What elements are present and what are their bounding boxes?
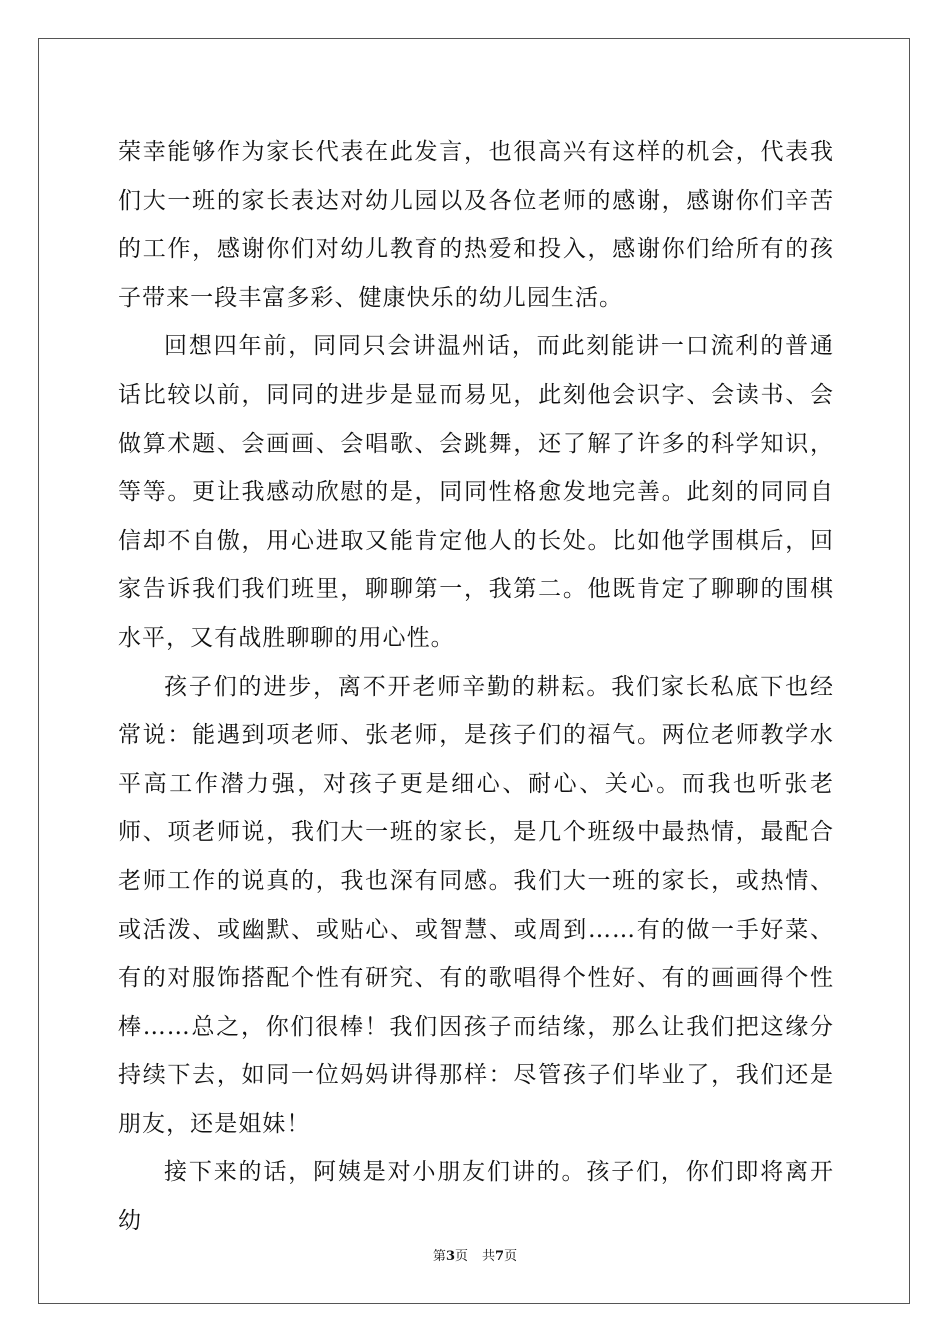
paragraph-4: 接下来的话，阿姨是对小朋友们讲的。孩子们，你们即将离开幼 <box>118 1159 834 1235</box>
total-label-suffix: 页 <box>504 1249 518 1264</box>
paragraph-1: 荣幸能够作为家长代表在此发言，也很高兴有这样的机会，代表我们大一班的家长表达对幼儿园以及各位老师的感谢，感谢你们辛苦的工作，感谢你们对幼儿教育的热爱和投入，感谢你们给所有的孩子带来一段丰富多彩、健康快乐的幼儿园生活。 <box>118 139 834 311</box>
total-page-number: 7 <box>495 1249 505 1264</box>
page-label-prefix: 第 <box>432 1249 446 1264</box>
page-footer <box>0 1248 950 1266</box>
page-label-suffix: 页 <box>454 1249 468 1264</box>
total-label-prefix: 共 <box>482 1249 496 1264</box>
current-page-number: 3 <box>445 1249 455 1264</box>
paragraph-2: 回想四年前，同同只会讲温州话，而此刻能讲一口流利的普通话比较以前，同同的进步是显而易见，此刻他会识字、会读书、会做算术题、会画画、会唱歌、会跳舞，还了解了许多的科学知识，等等。更让我感动欣慰的是，同同性格愈发地完善。此刻的同同自信却不自傲，用心进取又能肯定他人的长处。比如他学围棋后，回家告诉我们我们班里，聊聊第一，我第二。他既肯定了聊聊的围棋水平，又有战胜聊聊的用心性。 <box>118 333 834 651</box>
paragraph-3: 孩子们的进步，离不开老师辛勤的耕耘。我们家长私底下也经常说：能遇到项老师、张老师，是孩子们的福气。两位老师教学水平高工作潜力强，对孩子更是细心、耐心、关心。而我也听张老师、项老师说，我们大一班的家长，是几个班级中最热情，最配合老师工作的说真的，我也深有同感。我们大一班的家长，或热情、或活泼、或幽默、或贴心、或智慧、或周到……有的做一手好菜、有的对服饰搭配个性有研究、有的歌唱得个性好、有的画画得个性棒……总之，你们很棒！我们因孩子而结缘，那么让我们把这缘分持续下去，如同一位妈妈讲得那样：尽管孩子们毕业了，我们还是朋友，还是姐妹！ <box>118 673 834 1137</box>
document-body <box>118 128 834 1246</box>
